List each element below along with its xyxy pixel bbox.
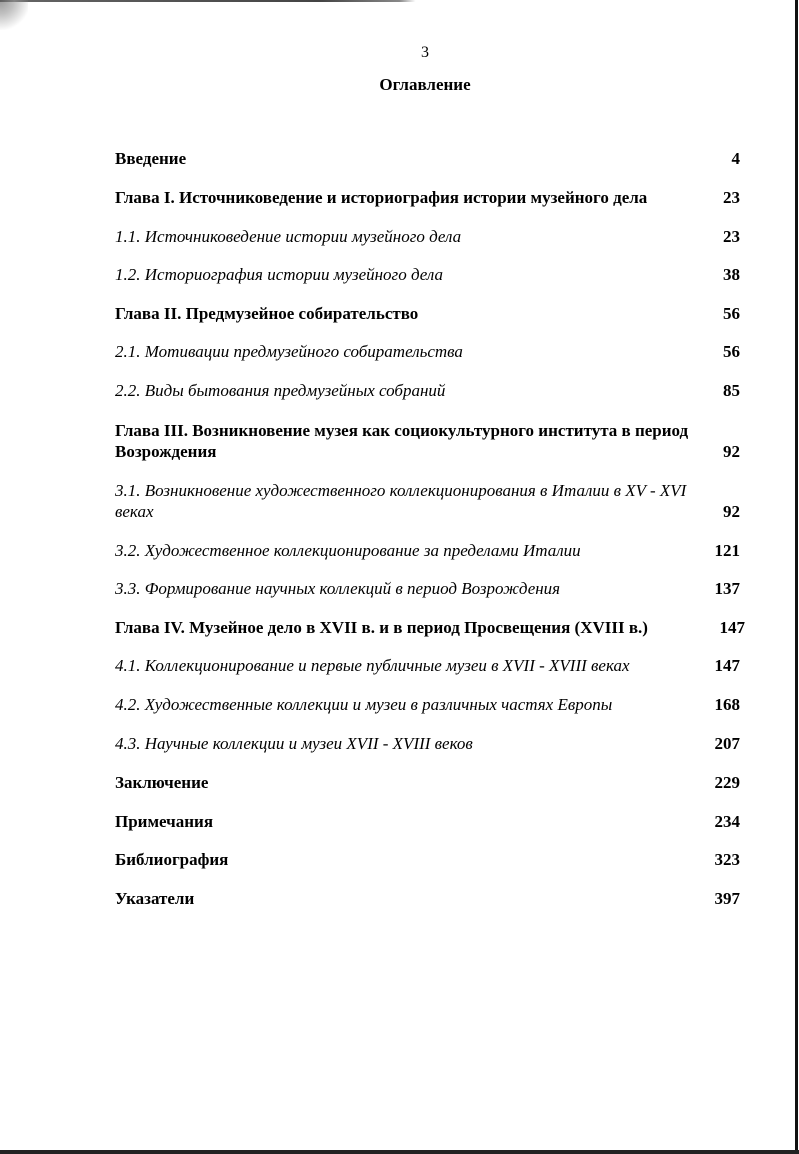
toc-entry-chapter-2[interactable] bbox=[115, 303, 740, 324]
toc-entry-page: 147 bbox=[719, 618, 745, 637]
scan-corner-smudge bbox=[0, 0, 28, 30]
toc-entry-label: Заключение bbox=[115, 773, 209, 792]
toc-entry-page: 137 bbox=[714, 579, 740, 598]
toc-entry-page: 121 bbox=[714, 541, 740, 560]
toc-entry-page: 56 bbox=[723, 304, 740, 323]
toc-entry-page: 23 bbox=[723, 227, 740, 246]
toc-entry-section-4-1[interactable] bbox=[115, 655, 740, 676]
toc-entry-page: 23 bbox=[723, 188, 740, 207]
toc-entry-page: 56 bbox=[723, 342, 740, 361]
toc-entry-page: 92 bbox=[723, 502, 740, 521]
toc-entry-indexes[interactable] bbox=[115, 888, 740, 909]
toc-entry-page: 323 bbox=[714, 850, 740, 869]
toc-entry-notes[interactable] bbox=[115, 811, 740, 832]
toc-entry-label: 4.1. Коллекционирование и первые публичные музеи в XVII - XVIII веках bbox=[115, 656, 630, 675]
toc-entry-section-4-2[interactable] bbox=[115, 694, 740, 715]
toc-entry-page: 38 bbox=[723, 265, 740, 284]
toc-entry-label: 4.3. Научные коллекции и музеи XVII - XVIII веков bbox=[115, 734, 473, 753]
toc-entry-section-1-1[interactable] bbox=[115, 226, 740, 247]
toc-entry-page: 229 bbox=[714, 773, 740, 792]
toc-entry-page: 147 bbox=[714, 656, 740, 675]
toc-entry-section-4-3[interactable] bbox=[115, 733, 740, 754]
page-number: 3 bbox=[421, 44, 429, 61]
toc-entry-label: 1.2. Историография истории музейного дела bbox=[115, 265, 443, 284]
toc-entry-label: Глава IV. Музейное дело в XVII в. и в период Просвещения (XVIII в.) bbox=[115, 618, 648, 637]
toc-entry-page: 4 bbox=[731, 149, 740, 168]
toc-entry-page: 85 bbox=[723, 381, 740, 400]
toc-entry-page: 397 bbox=[714, 889, 740, 908]
toc-entry-section-1-2[interactable] bbox=[115, 264, 740, 285]
toc-title: Оглавление bbox=[379, 75, 471, 94]
toc-entry-page: 92 bbox=[723, 442, 740, 461]
toc-entry-label: 3.3. Формирование научных коллекций в период Возрождения bbox=[115, 579, 561, 598]
toc-entry-introduction[interactable] bbox=[115, 148, 740, 169]
toc-entry-label: Указатели bbox=[115, 889, 195, 908]
toc-entry-page: 234 bbox=[714, 812, 740, 831]
toc-entry-label: 3.2. Художественное коллекционирование за пределами Италии bbox=[115, 541, 581, 560]
toc-entry-chapter-4[interactable] bbox=[115, 617, 745, 638]
toc-entry-section-3-3[interactable] bbox=[115, 578, 740, 599]
toc-entry-section-2-2[interactable] bbox=[115, 380, 740, 401]
toc-entry-label: Библиография bbox=[115, 850, 229, 869]
toc-entry-page: 168 bbox=[714, 695, 740, 714]
toc-entry-label: 2.1. Мотивации предмузейного собирательства bbox=[115, 342, 463, 361]
toc-entry-label: Глава I. Источниковедение и историография истории музейного дела bbox=[115, 188, 648, 207]
toc-entry-conclusion[interactable] bbox=[115, 772, 740, 793]
scan-edge-top bbox=[0, 0, 799, 2]
scan-edge-right bbox=[795, 0, 798, 1154]
toc-entry-label: Глава II. Предмузейное собирательство bbox=[115, 304, 419, 323]
toc-entry-page: 207 bbox=[714, 734, 740, 753]
toc-entry-label: 1.1. Источниковедение истории музейного дела bbox=[115, 227, 462, 246]
toc-entry-label: Примечания bbox=[115, 812, 214, 831]
toc-entry-label: 3.1. Возникновение художественного коллекционирования в Италии в XV - XVI веках bbox=[115, 481, 687, 521]
toc-entry-label: 2.2. Виды бытования предмузейных собраний bbox=[115, 381, 446, 400]
toc-entry-section-3-1[interactable] bbox=[115, 480, 740, 522]
toc-entry-label: Введение bbox=[115, 149, 187, 168]
toc-entry-bibliography[interactable] bbox=[115, 849, 740, 870]
scan-edge-bottom bbox=[0, 1150, 799, 1154]
toc-entry-label: Глава III. Возникновение музея как социокультурного института в период Возрождения bbox=[115, 421, 689, 461]
toc-entry-chapter-1[interactable] bbox=[115, 187, 740, 208]
toc-entry-chapter-3[interactable] bbox=[115, 420, 740, 462]
toc-entry-label: 4.2. Художественные коллекции и музеи в различных частях Европы bbox=[115, 695, 613, 714]
toc-entry-section-2-1[interactable] bbox=[115, 341, 740, 362]
toc-entry-section-3-2[interactable] bbox=[115, 540, 740, 561]
